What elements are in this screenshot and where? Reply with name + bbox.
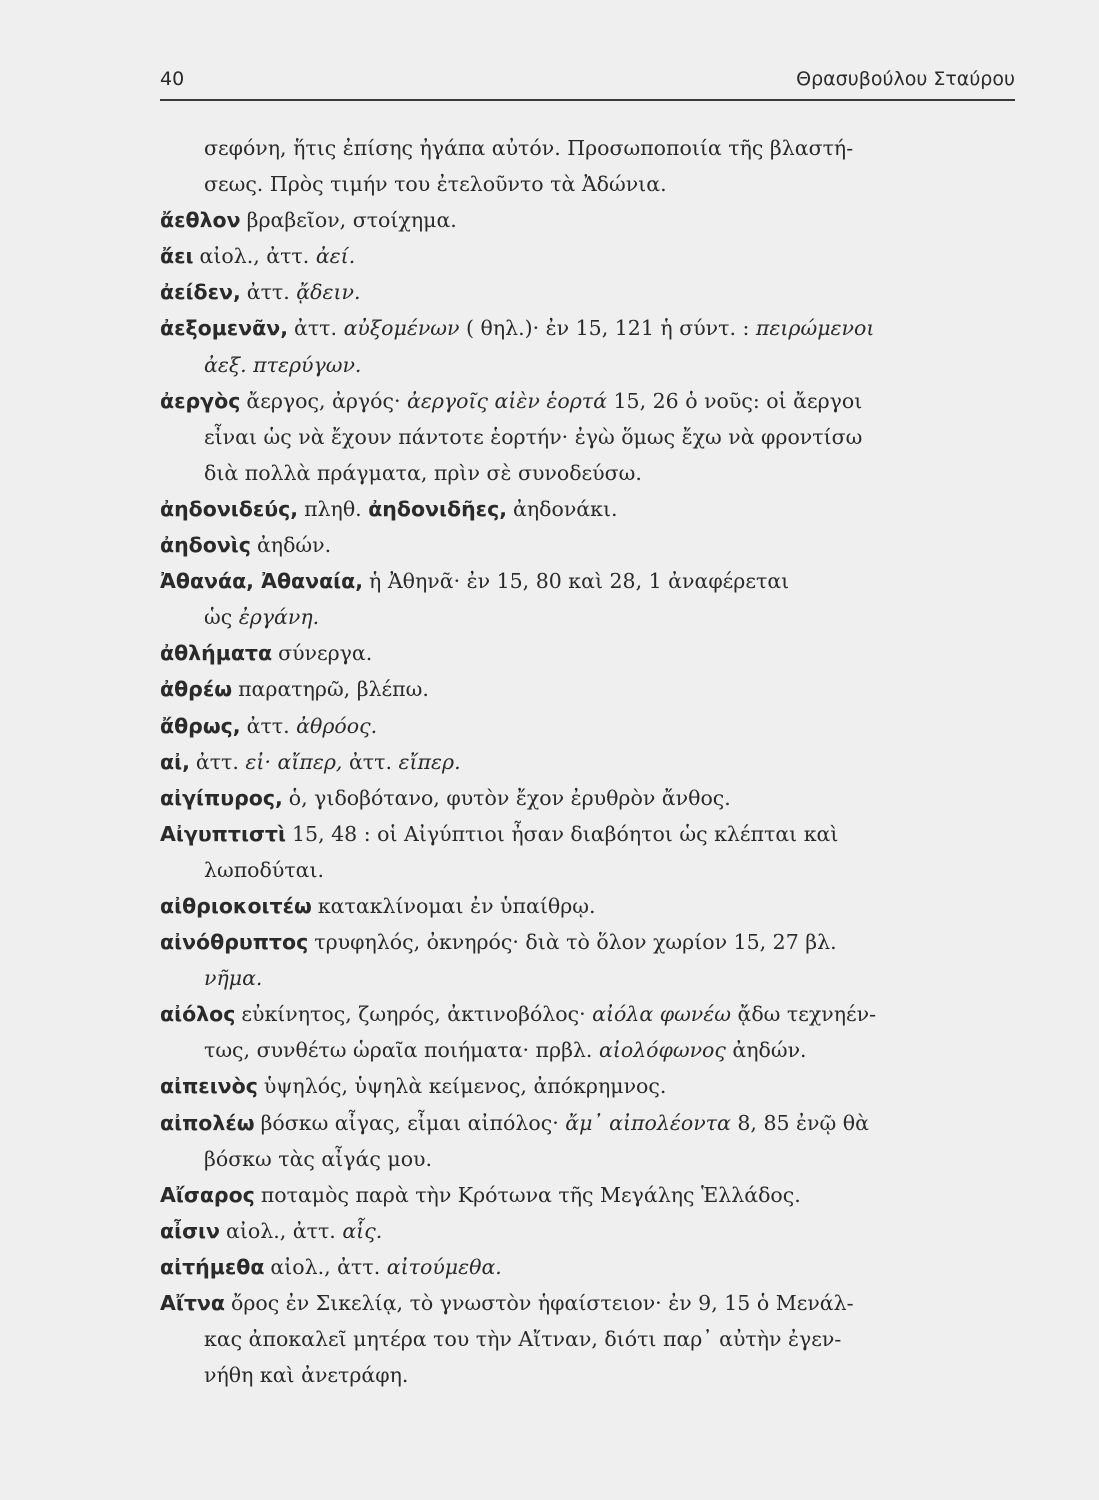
italic-text: εἰ· αἴπερ, [245, 749, 343, 774]
entry-continuation-line [160, 1032, 1015, 1068]
definition-text: ἄεργος, ἀργός· [246, 388, 408, 413]
italic-text: ἐργάνη. [238, 605, 320, 630]
entry-line [160, 635, 1015, 671]
entry-line [160, 708, 1015, 744]
definition-text: εὐκίνητος, ζωηρός, ἀκτινοβόλος· [241, 1002, 593, 1027]
definition-text: ποταμὸς παρὰ τὴν Κρότωνα τῆς Μεγάλης Ἑλλάδος. [260, 1182, 801, 1207]
entry-line [160, 671, 1015, 707]
italic-text: αἷς. [342, 1218, 383, 1243]
headword: ἀηδονὶς [160, 533, 251, 558]
definition-text: ἀττ. [195, 749, 246, 774]
entry-line [160, 527, 1015, 563]
entry-line [160, 563, 1015, 599]
entry-line [160, 310, 1015, 346]
definition-text: ἀττ. [246, 713, 297, 738]
running-head: Θρασυβούλου Σταύρου [796, 68, 1015, 90]
entry-continuation-line [160, 960, 1015, 996]
headword: αἰνόθρυπτος [160, 930, 309, 955]
header-rule [160, 99, 1015, 101]
definition-text: ᾄδω τεχνηέν- [730, 1002, 877, 1027]
entry-line [160, 888, 1015, 924]
definition-text: ὑψηλός, ὑψηλὰ κείμενος, ἀπόκρημνος. [263, 1074, 667, 1099]
definition-text: εἶναι ὡς νὰ ἔχουν πάντοτε ἑορτήν· ἐγὼ ὅμως ἔχω νὰ φροντίσω [204, 424, 863, 449]
italic-text: ἀθρόος. [296, 713, 378, 738]
glossary-entries [160, 130, 1015, 1393]
entry-line [160, 238, 1015, 274]
entry-line [160, 1285, 1015, 1321]
entry-continuation-line [160, 347, 1015, 383]
definition-text: βόσκω τὰς αἶγάς μου. [204, 1146, 433, 1171]
definition-text: σεως. Πρὸς τιμήν του ἐτελοῦντο τὰ Ἀδώνια. [204, 172, 667, 197]
italic-text: πειρώμενοι [755, 316, 875, 341]
headword: Αἴτνα [160, 1291, 225, 1315]
definition-text: 8, 85 ἐνῷ θὰ [730, 1110, 869, 1135]
italic-text: αἰολόφωνος [598, 1038, 726, 1063]
headword: ἄεθλον [160, 208, 241, 233]
definition-text: διὰ πολλὰ πράγματα, πρὶν σὲ συνοδεύσω. [204, 460, 642, 485]
definition-text: κας ἀποκαλεῖ μητέρα του τὴν Αἴτναν, διότι παρ᾽ αὐτὴν ἐγεν- [204, 1327, 842, 1352]
headword: αἰγίπυρος, [160, 785, 283, 810]
italic-text: αὐξομένων [343, 316, 460, 341]
entry-line [160, 274, 1015, 310]
definition-text: αἰολ., ἀττ. [270, 1254, 387, 1279]
headword: Ἀθανάα, Ἀθαναία, [160, 569, 364, 594]
definition-text: ἀττ. [294, 316, 344, 341]
headword: αἶσιν [160, 1218, 220, 1243]
italic-text: ἀεξ. πτερύγων. [204, 352, 362, 377]
definition-text: 15, 26 ὁ νοῦς: οἱ ἄεργοι [606, 388, 863, 413]
entry-continuation-line [160, 599, 1015, 635]
italic-text: αἰτούμεθα. [386, 1254, 502, 1279]
definition-text: κατακλίνομαι ἐν ὑπαίθρῳ. [317, 893, 596, 918]
definition-text: βραβεῖον, στοίχημα. [246, 208, 457, 233]
headword: ἀηδονιδεύς, [160, 496, 299, 521]
definition-text: ὁ, γιδοβότανο, φυτὸν ἔχον ἐρυθρὸν ἄνθος. [288, 785, 731, 810]
headword: Αἰγυπτιστὶ [160, 821, 286, 846]
headword: αἰ, [160, 749, 190, 774]
definition-text: αἰολ., ἀττ. [226, 1218, 343, 1243]
entry-continuation-line [160, 419, 1015, 455]
entry-line [160, 1105, 1015, 1141]
headword: αἰτήμεθα [160, 1254, 265, 1279]
definition-text: ( θηλ.)· ἐν 15, 121 ἡ σύντ. : [459, 316, 756, 341]
headword: ἀεξομενᾶν, [160, 316, 288, 341]
headword: ἀηδονιδῆες, [368, 496, 508, 521]
definition-text: τως, συνθέτω ὡραῖα ποιήματα· πρβλ. [204, 1038, 599, 1063]
entry-continuation-line [160, 852, 1015, 888]
definition-text: λωποδύται. [204, 857, 325, 882]
definition-text: αἰολ., ἀττ. [199, 244, 316, 269]
definition-text: νήθη καὶ ἀνετράφη. [204, 1363, 409, 1388]
entry-continuation-line [160, 1321, 1015, 1357]
page-header [160, 68, 1015, 100]
definition-text: παρατηρῶ, βλέπω. [238, 677, 429, 702]
italic-text: αἰόλα φωνέω [592, 1002, 731, 1027]
definition-text: πληθ. [304, 496, 369, 521]
entry-line [160, 924, 1015, 960]
entry-line [160, 996, 1015, 1032]
definition-text: ἀηδών. [725, 1038, 807, 1063]
headword: ἀεργὸς [160, 388, 241, 413]
headword: αἰόλος [160, 1002, 236, 1027]
definition-text: ὡς [204, 605, 239, 630]
definition-text: ὄρος ἐν Σικελίᾳ, τὸ γνωστὸν ἡφαίστειον· ἐν 9, 15 ὁ Μενάλ- [230, 1291, 854, 1315]
definition-text: τρυφηλός, ὀκνηρός· διὰ τὸ ὅλον χωρίον 15, 27 βλ. [314, 930, 837, 955]
headword: αἰθριοκοιτέω [160, 893, 312, 918]
headword: αἰπολέω [160, 1110, 255, 1135]
definition-text: ἀττ. [342, 749, 399, 774]
headword: ἄει [160, 244, 194, 269]
definition-text: ἀττ. [246, 280, 297, 305]
italic-text: εἴπερ. [398, 749, 461, 774]
headword: ἀθλήματα [160, 641, 273, 666]
entry-line [160, 780, 1015, 816]
headword: ἀείδεν, [160, 280, 241, 305]
italic-text: ἀεί. [315, 244, 356, 269]
italic-text: ἀεργοῖς αἰὲν ἑορτά [407, 388, 607, 413]
definition-text: ἀηδών. [256, 533, 332, 558]
entry-continuation-line [160, 130, 1015, 166]
italic-text: ἄμ᾽ αἰπολέοντα [565, 1110, 731, 1135]
entry-line [160, 202, 1015, 238]
headword: ἄθρως, [160, 713, 241, 738]
italic-text: νῆμα. [204, 966, 263, 991]
entry-continuation-line [160, 455, 1015, 491]
definition-text: ἀηδονάκι. [513, 496, 618, 521]
entry-line [160, 1213, 1015, 1249]
entry-continuation-line [160, 1357, 1015, 1393]
definition-text: 15, 48 : οἱ Αἰγύπτιοι ἦσαν διαβόητοι ὡς κλέπται καὶ [291, 821, 839, 846]
headword: αἰπεινὸς [160, 1074, 258, 1099]
entry-continuation-line [160, 166, 1015, 202]
headword: ἀθρέω [160, 677, 233, 702]
definition-text: σύνεργα. [278, 641, 373, 666]
entry-line [160, 1068, 1015, 1104]
entry-line [160, 383, 1015, 419]
page-number: 40 [160, 68, 185, 90]
definition-text: σεφόνη, ἥτις ἐπίσης ἠγάπα αὐτόν. Προσωποποιία τῆς βλαστή- [204, 136, 854, 160]
entry-continuation-line [160, 1141, 1015, 1177]
entry-line [160, 744, 1015, 780]
headword: Αἴσαρος [160, 1182, 255, 1207]
entry-line [160, 816, 1015, 852]
definition-text: ἡ Ἀθηνᾶ· ἐν 15, 80 καὶ 28, 1 ἀναφέρεται [369, 569, 790, 594]
definition-text: βόσκω αἶγας, εἶμαι αἰπόλος· [260, 1110, 566, 1135]
entry-line [160, 1249, 1015, 1285]
entry-line [160, 491, 1015, 527]
italic-text: ᾄδειν. [296, 280, 361, 305]
entry-line [160, 1177, 1015, 1213]
